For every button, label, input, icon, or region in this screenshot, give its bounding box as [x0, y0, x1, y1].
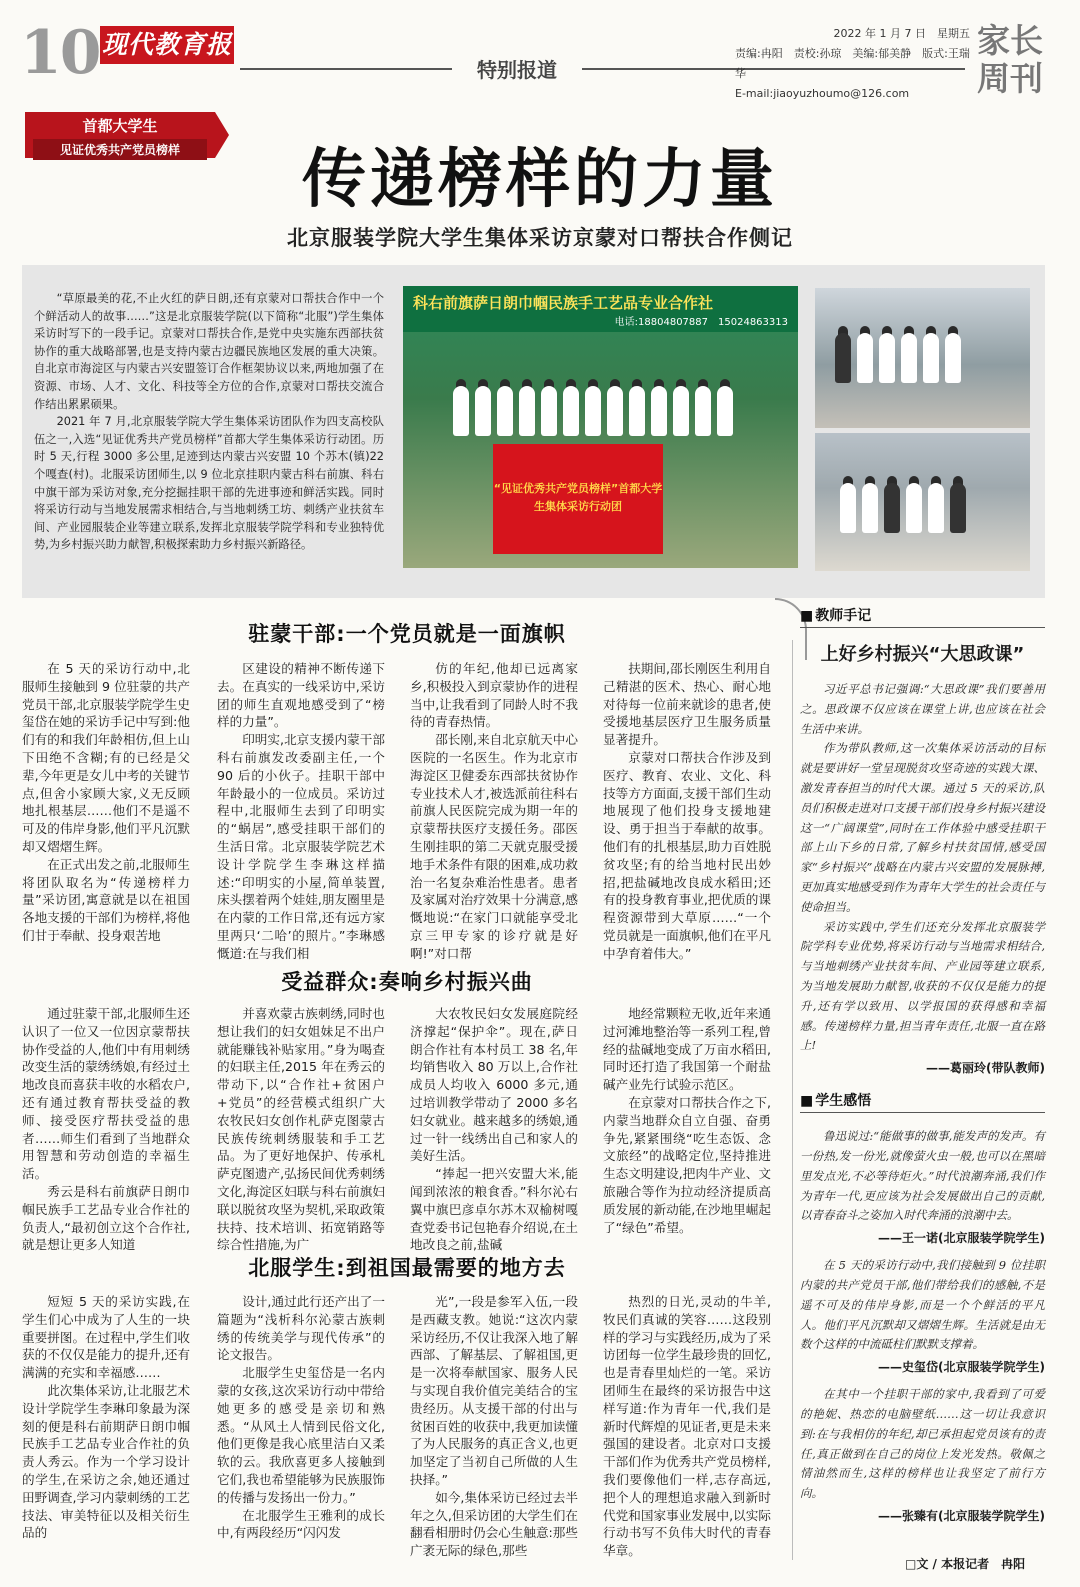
- issue-date: 2022 年 1 月 7 日 星期五: [833, 27, 970, 40]
- paragraph: 并喜欢蒙古族刺绣,同时也想让我们的妇女姐妹足不出户就能赚钱补贴家用。”身为喝查的妇联主任,2015 年在秀云的带动下,以“合作社+贫困户+党员”的经营模式组织广大农牧民妇女创作札萨克图蒙古民族传统刺绣服装和手工艺品。为了更好地保护、传承札萨克图遗产,弘扬民间优秀刺绣文化,海淀区妇联与科右前旗妇联以脱贫攻坚为契机,采取政策扶持、技术培训、拓宽销路等综合性措施,为广: [217, 1006, 385, 1253]
- paragraph: 在 5 天的采访行动中,我们接触到 9 位挂职内蒙的共产党员干部,他们带给我们的感触,不是遥不可及的伟岸身影,而是一个个鲜活的平凡人。他们平凡沉默却又熠熠生辉。生活就是由无数个这样的中流砥柱们默默支撑着。: [800, 1258, 1045, 1352]
- paragraph: 热烈的日光,灵动的牛羊,牧民们真诚的笑容……这段别样的学习与实践经历,成为了采访团每一位学生最珍贵的回忆,也是青春里灿烂的一笔。采访团师生在最终的采访报告中这样写道:作为青年一代,我们是新时代辉煌的见证者,更是未来强国的建设者。北京对口支援干部们作为优秀共产党员榜样,我们要像他们一样,志存高远,把个人的理想追求融入到新时代党和国家事业发展中,以实际行动书写不负伟大时代的青春华章。: [603, 1294, 771, 1559]
- subheadline: 北京服装学院大学生集体采访京蒙对口帮扶合作侧记: [287, 226, 793, 250]
- article-column: [217, 1293, 385, 1542]
- paragraph: 采访实践中,学生们还充分发挥北京服装学院学科专业优势,将采访行动与当地需求相结合,与当地刺绣产业扶贫车间、产业园等建立联系,为当地发展助力献智,收获的不仅仅是能力的提升,还有学以致用、以学报国的获得感和幸福感。传递榜样力量,担当青年责任,北服一直在路上!: [800, 919, 1045, 1053]
- badge-line2: 见证优秀共产党员榜样: [33, 139, 207, 160]
- interview-photo-outdoor: [815, 288, 1030, 428]
- cooperative-sign: [403, 286, 798, 332]
- paragraph: 仿的年纪,他却已远离家乡,积极投入到京蒙协作的进程当中,让我看到了同龄人时不我待的青春热情。: [410, 661, 578, 730]
- editor-list: 责编:冉阳 责校:孙琼 美编:郁美静 版式:王瑞华: [735, 47, 970, 80]
- weekly-title: 家长周刊: [977, 21, 1043, 98]
- student-signature: ——史玺岱(北京服装学院学生): [878, 1360, 1045, 1375]
- contact-email: E-mail:jiaoyuzhoumo@126.com: [735, 87, 910, 100]
- paragraph: 在京蒙对口帮扶合作之下,内蒙当地群众自立自强、奋勇争先,紧紧围绕“吃生态饭、念文旅经”的战略定位,坚持推进生态文明建设,把肉牛产业、文旅融合等作为拉动经济提质高质发展的新动能,在沙地里崛起了“绿色”希望。: [603, 1094, 771, 1235]
- paragraph: 光”,一段是参军入伍,一段是西藏支教。她说:“这次内蒙采访经历,不仅让我深入地了解西部、了解基层、了解祖国,更是一次将奉献国家、服务人民与实现自我价值完美结合的宝贵经历。从支援干部的付出与贫困百姓的收获中,我更加读懂了为人民服务的真正含义,也更加坚定了当初自己所做的人生抉择。”: [410, 1294, 578, 1487]
- sidebar: [800, 605, 1045, 1565]
- article-column: [217, 660, 385, 963]
- paragraph: 鲁迅说过:“能做事的做事,能发声的发声。有一份热,发一份光,就像萤火虫一般,也可以在黑暗里发点光,不必等待炬火。”时代浪潮奔涌,我们作为青年一代,更应该为社会发展做出自己的贡献,以青春奋斗之姿加入时代奔涌的浪潮中去。: [800, 1129, 1045, 1223]
- article-column: [603, 1005, 771, 1236]
- sign-phone: 电话:18804807887 15024863313: [614, 317, 788, 328]
- paragraph: 地经常颗粒无收,近年来通过河滩地整治等一系列工程,曾经的盐碱地变成了万亩水稻田,同时还打造了我国第一个耐盐碱产业先行试验示范区。: [603, 1006, 771, 1093]
- student-quote: [800, 1127, 1045, 1226]
- interview-photo-indoor: [815, 433, 1030, 571]
- byline: □文 / 本报记者 冉阳: [905, 1557, 1026, 1571]
- article-column: [410, 660, 578, 963]
- paragraph: 邵长刚,来自北京航天中心医院的一名医生。作为北京市海淀区卫健委东西部扶贫协作专业技术人才,被选派前往科右前旗人民医院完成为期一年的京蒙帮扶医疗支援任务。邵医生刚挂职的第二天就克服受援地手术条件有限的困难,成功救治一名复杂难治性患者。患者及家属对治疗效果十分满意,感慨地说:“在家门口就能享受北京三甲专家的诊疗就是好啊!”对口帮: [410, 732, 578, 961]
- page-number: 10: [20, 18, 100, 88]
- section-tag: 特别报道: [452, 54, 582, 83]
- intro-text: [34, 290, 384, 554]
- article-column: [603, 660, 771, 963]
- paragraph: 大农牧民妇女发展庭院经济撑起“保护伞”。现在,萨日朗合作社有本村员工 38 名,年均销售收入 80 万以上,合作社成员人均收入 6000 多元,通过培训教学带动了 2000 多名妇女就业。越来越多的绣娘,通过一针一线绣出自己和家人的美好生活。: [410, 1006, 578, 1164]
- article-column: [603, 1293, 771, 1560]
- editor-credits: [735, 24, 970, 104]
- intro-paragraph: “草原最美的花,不止火红的萨日朗,还有京蒙对口帮扶合作中一个个鲜活动人的故事……”这是北京服装学院(以下简称“北服”)学生集体采访时写下的一段手记。京蒙对口帮扶合作,是党中央实施东西部扶贫协作的重大战略部署,也是支持内蒙古边疆民族地区发展的重大决策。自北京市海淀区与内蒙古兴安盟签订合作框架协议以来,两地加强了在资源、市场、人才、文化、科技等全方位的合作,京蒙对口帮扶交流合作结出累累硕果。: [34, 292, 384, 411]
- paragraph: 京蒙对口帮扶合作涉及到医疗、教育、农业、文化、科技等方方面面,支援干部们生动地展现了他们投身支援地建设、勇于担当于奉献的故事。他们有的扎根基层,助力百姓脱贫攻坚;有的给当地村民出妙招,把盐碱地改良成水稻田;还有的投身教育事业,把优质的课程资源带到大草原……“一个党员就是一面旗帜,他们在平凡中孕育着伟大。”: [603, 749, 771, 961]
- paragraph: 秀云是科右前旗萨日朗巾帼民族手工艺品专业合作社的负责人,“最初创立这个合作社,就是想让更多人知道: [22, 1183, 190, 1253]
- article-column: [410, 1005, 578, 1254]
- article-column: [22, 1005, 190, 1254]
- paragraph: 此次集体采访,让北服艺术设计学院学生李琳印象最为深刻的便是科右前期萨日朗巾帼民族手工艺品专业合作社的负责人秀云。作为一个学习设计的学生,在采访之余,她还通过田野调查,学习内蒙刺绣的工艺技法、审美特征以及相关衍生品的: [22, 1382, 190, 1541]
- paragraph: 印明实,北京支援内蒙干部科右前旗发改委副主任,一个 90 后的小伙子。挂职干部中年龄最小的一位成员。采访过程中,北服师生去到了印明实的“蜗居”,感受挂职干部们的生活日常。北京服装学院艺术设计学院学生李琳这样描述:“印明实的小屋,简单装置,床头摆着两个娃娃,朋友圈里是在内蒙的工作日常,还有远方家里两只‘二哈’的照片。”李琳感慨道:在与我们相: [217, 732, 385, 961]
- headline: 传递榜样的力量: [302, 142, 778, 217]
- paragraph: “捧起一把兴安盟大米,能闻到浓浓的粮食香。”科尔沁右翼中旗巴彦卓尔苏木双榆树嘎查党委书记包艳春介绍说,在土地改良之前,盐碱: [410, 1166, 578, 1253]
- student-signature: ——王一诺(北京服装学院学生): [878, 1231, 1045, 1246]
- paragraph: 在北服学生王雅利的成长中,有两段经历“闪闪发: [217, 1507, 385, 1541]
- column-divider: [792, 640, 793, 1560]
- people-row: [453, 386, 733, 436]
- paragraph: 在正式出发之前,北服师生将团队取名为“传递榜样力量”采访团,寓意就是以在祖国各地支援的干部们为榜样,将他们甘于奉献、投身艰苦地: [22, 856, 190, 943]
- article-column: [410, 1293, 578, 1560]
- paragraph: 习近平总书记强调:“大思政课”我们要善用之。思政课不仅应该在课堂上讲,也应该在社会生活中来讲。: [800, 682, 1045, 736]
- paragraph: 如今,集体采访已经过去半年之久,但采访团的大学生们在翻看相册时仍会心生触意:那些广袤无际的绿色,那些: [410, 1489, 578, 1559]
- section-title: 北服学生:到祖国最需要的地方去: [248, 1256, 566, 1280]
- section-title: 驻蒙干部:一个党员就是一面旗帜: [248, 622, 566, 646]
- badge-line1: 首都大学生: [82, 117, 158, 135]
- teacher-notes-label: ■ 教师手记: [800, 605, 1045, 628]
- student-signature: ——张臻有(北京服装学院学生): [878, 1508, 1045, 1523]
- article-column: [217, 1005, 385, 1254]
- teacher-notes-text: [800, 680, 1045, 1056]
- student-quote: [800, 1256, 1045, 1355]
- paragraph: 短短 5 天的采访实践,在学生们心中成为了人生的一块重要拼图。在过程中,学生们收获的不仅仅是能力的提升,还有满满的充实和幸福感……: [22, 1294, 190, 1381]
- paragraph: 区建设的精神不断传递下去。在真实的一线采访中,采访团的师生直观地感受到了“榜样的力量”。: [217, 661, 385, 730]
- paragraph: 在 5 天的采访行动中,北服师生接触到 9 位驻蒙的共产党员干部,北京服装学院学生史玺岱在她的采访手记中写到:他们有的和我们年龄相仿,但上山下田绝不含糊;有的已经是父辈,今年更是女儿中考的关键节点,但舍小家顾大家,义无反顾地扎根基层……他们不是遥不可及的伟岸身影,他们平凡沉默却又熠熠生辉。: [22, 661, 190, 854]
- paragraph: 北服学生史玺岱是一名内蒙的女孩,这次采访行动中带给她更多的感受是亲切和熟悉。“从风土人情到民俗文化,他们更像是我心底里洁白又柔软的云。我欣喜更多人接触到它们,我也希望能够为民族服饰的传播与发扬出一份力。”: [217, 1365, 385, 1505]
- teacher-notes-title: 上好乡村振兴“大思政课”: [820, 644, 1025, 665]
- red-banner: “见证优秀共产党员榜样”首都大学生集体采访行动团: [493, 444, 663, 554]
- article-column: [22, 660, 190, 945]
- sign-text: 科右前旗萨日朗巾帼民族手工艺品专业合作社: [413, 294, 714, 312]
- group-photo: [403, 286, 798, 568]
- paragraph: 作为带队教师,这一次集体采访活动的目标就是要讲好一堂呈现脱贫攻坚奇迹的实践大课、激发青春担当的时代大课。通过 5 天的采访,队员们积极走进对口支援干部们投身乡村振兴建设这一“广阔课堂”,同时在工作体验中感受挂职干部上山下乡的日常,了解乡村扶贫国情,感受国家“乡村振兴”战略在内蒙古兴安盟的发展脉搏,更加真实地感受到作为青年大学生的社会责任与使命担当。: [800, 741, 1045, 914]
- section-title: 受益群众:奏响乡村振兴曲: [281, 970, 533, 994]
- paper-masthead: 现代教育报: [100, 26, 234, 64]
- paragraph: 通过驻蒙干部,北服师生还认识了一位又一位因京蒙帮扶协作受益的人,他们中有用刺绣改变生活的蒙绣绣娘,有经过土地改良而喜获丰收的水稻农户,还有通过教育帮扶受益的教师、接受医疗帮扶受益的患者……师生们看到了当地群众用智慧和劳动创造的幸福生活。: [22, 1006, 190, 1182]
- article-column: [22, 1293, 190, 1542]
- teacher-signature: ——葛丽玲(带队教师): [926, 1061, 1045, 1076]
- intro-paragraph: 2021 年 7 月,北京服装学院大学生集体采访团队作为四支高校队伍之一,入选“见证优秀共产党员榜样”首都大学生集体采访行动团。历时 5 天,行程 3000 多公里,足迹到达内蒙古兴安盟 10 个苏木(镇)22 个嘎查(村)。北服采访团师生,以 9 位北京挂职内蒙古科右前旗、科右中旗干部为采访对象,充分挖掘挂职干部的先进事迹和鲜活实践。同时将采访行动与当地发展需求相结合,与当地刺绣工坊、刺绣产业扶贫车间、产业园服装企业等建立联系,发挥北京服装学院学科和专业独特优势,为乡村振兴助力献智,积极探索助力乡村振兴新路径。: [34, 415, 384, 552]
- paragraph: 扶期间,邵长刚医生利用自己精湛的医术、热心、耐心地对待每一位前来就诊的患者,使受援地基层医疗卫生服务质量显著提升。: [603, 661, 771, 748]
- student-quote: [800, 1385, 1045, 1504]
- student-thoughts-label: ■ 学生感悟: [800, 1090, 1045, 1113]
- paragraph: 设计,通过此行还产出了一篇题为“浅析科尔沁蒙古族刺绣的传统美学与现代传承”的论文报告。: [217, 1294, 385, 1363]
- paragraph: 在其中一个挂职干部的家中,我看到了可爱的艳妮、热恋的电脑壁纸……这一切让我意识到:在与我相仿的年纪,却已承担起党员该有的责任,真正做到在自己的岗位上发光发热。敬佩之情油然而生,这样的榜样也让我坚定了前行方向。: [800, 1387, 1045, 1501]
